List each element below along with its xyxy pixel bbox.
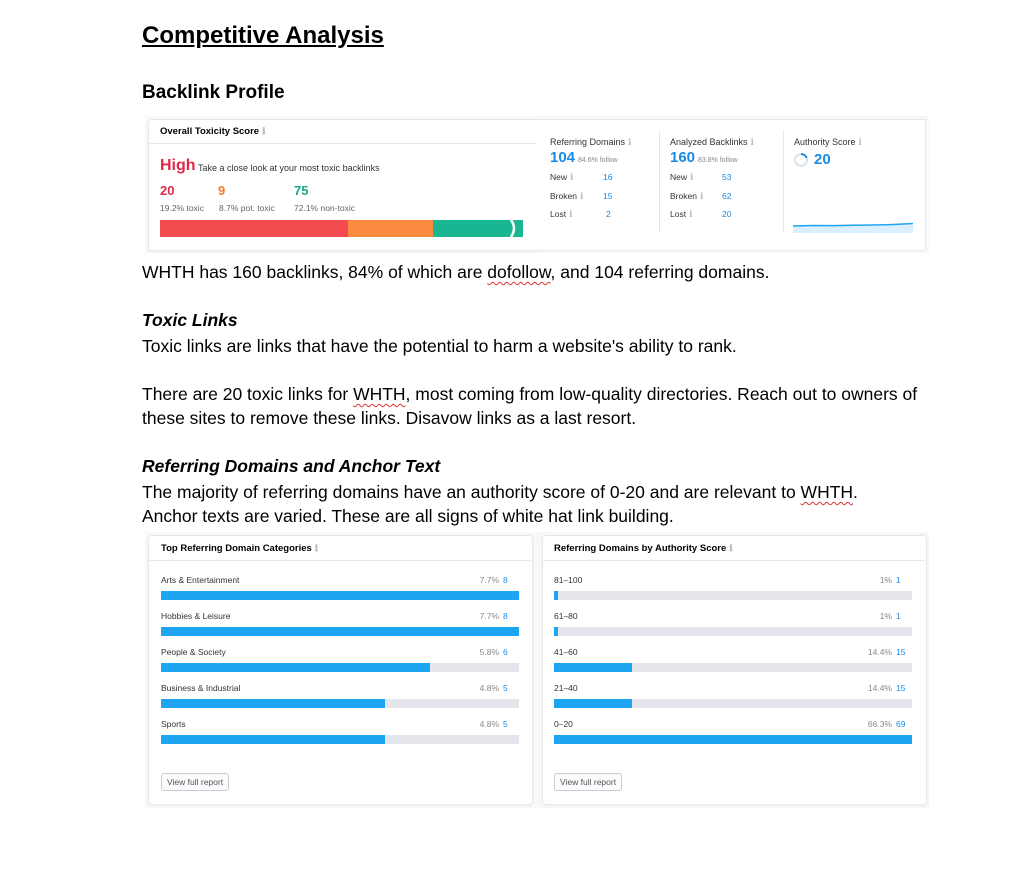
ref-new-label: New ℹ xyxy=(550,172,574,182)
bar-track xyxy=(161,627,519,636)
bar-fill xyxy=(554,591,558,600)
row-count[interactable]: 69 xyxy=(896,719,906,729)
info-icon[interactable]: ℹ xyxy=(858,137,862,147)
row-percent: 5.8% xyxy=(479,647,499,657)
row-label: 81–100 xyxy=(554,575,583,585)
authority-score-title: Authority Score ℹ xyxy=(794,137,862,147)
bar-fill xyxy=(161,699,385,708)
row-percent: 1% xyxy=(879,575,892,585)
ref-lost-label: Lost ℹ xyxy=(550,209,573,219)
ref-lost-value[interactable]: 2 xyxy=(606,209,611,219)
non-toxic-count: 75 xyxy=(294,183,309,198)
row-percent: 4.8% xyxy=(479,683,499,693)
row-count[interactable]: 8 xyxy=(503,611,508,621)
divider xyxy=(148,560,531,561)
authority-ring-icon xyxy=(793,152,809,168)
section-heading-referring-domains: Referring Domains and Anchor Text xyxy=(142,456,441,476)
row-label: Business & Industrial xyxy=(161,683,241,693)
section-heading-toxic-links: Toxic Links xyxy=(142,310,238,330)
row-label: 0–20 xyxy=(554,719,573,729)
pot-toxic-bar-segment xyxy=(348,220,433,237)
ref-broken-label: Broken ℹ xyxy=(550,191,584,201)
bar-track xyxy=(161,699,519,708)
pot-toxic-percent: 8.7% pot. toxic xyxy=(219,203,275,213)
bl-new-value[interactable]: 53 xyxy=(722,172,732,182)
row-count[interactable]: 15 xyxy=(896,647,906,657)
bl-broken-value[interactable]: 62 xyxy=(722,191,732,201)
row-count[interactable]: 5 xyxy=(503,719,508,729)
non-toxic-bar-segment xyxy=(433,220,523,237)
bar-fill xyxy=(161,735,385,744)
toxic-bar-segment xyxy=(160,220,348,237)
bar-fill xyxy=(161,627,519,636)
bar-track xyxy=(161,591,519,600)
referring-domains-value[interactable]: 104 84.6% follow xyxy=(550,149,618,166)
bl-lost-value[interactable]: 20 xyxy=(722,209,732,219)
ref-new-value[interactable]: 16 xyxy=(603,172,613,182)
row-percent: 14.4% xyxy=(867,647,892,657)
ref-broken-value[interactable]: 15 xyxy=(603,191,613,201)
section-heading-backlink-profile: Backlink Profile xyxy=(142,82,285,103)
row-percent: 4.8% xyxy=(479,719,499,729)
pot-toxic-count: 9 xyxy=(218,183,226,198)
row-count[interactable]: 8 xyxy=(503,575,508,585)
bl-broken-label: Broken ℹ xyxy=(670,191,704,201)
bar-fill xyxy=(554,663,632,672)
row-label: Arts & Entertainment xyxy=(161,575,240,585)
bar-fill xyxy=(554,627,558,636)
row-label: 61–80 xyxy=(554,611,578,621)
categories-title: Top Referring Domain Categories ℹ xyxy=(161,543,319,554)
row-label: Sports xyxy=(161,719,186,729)
row-count[interactable]: 1 xyxy=(896,575,901,585)
toxic-count: 20 xyxy=(160,183,175,198)
view-full-report-button[interactable]: View full report xyxy=(161,773,229,791)
divider xyxy=(148,143,537,144)
bl-lost-label: Lost ℹ xyxy=(670,209,693,219)
info-icon[interactable]: ℹ xyxy=(262,126,266,136)
bar-track xyxy=(554,735,912,744)
bar-fill xyxy=(161,591,519,600)
bar-fill xyxy=(161,663,430,672)
bar-track xyxy=(554,627,912,636)
paragraph-toxic-details: There are 20 toxic links for WHTH, most coming from low-quality directories. Reach out to owners of these sites to remove these links. Disavow links as a last resort. xyxy=(142,384,918,428)
bar-track xyxy=(554,663,912,672)
bar-track xyxy=(554,591,912,600)
row-percent: 1% xyxy=(879,611,892,621)
paragraph-backlinks-summary: WHTH has 160 backlinks, 84% of which are dofollow, and 104 referring domains. xyxy=(142,262,770,282)
bar-track xyxy=(554,699,912,708)
info-icon[interactable]: ℹ xyxy=(628,137,632,147)
info-icon[interactable]: ℹ xyxy=(729,543,733,553)
bar-track xyxy=(161,663,519,672)
row-count[interactable]: 5 xyxy=(503,683,508,693)
row-label: People & Society xyxy=(161,647,226,657)
paragraph-referring-domains: The majority of referring domains have an authority score of 0-20 and are relevant to WHTH. Anchor texts are varied. These are all signs of white hat link building. xyxy=(142,482,858,526)
authority-trend-sparkline xyxy=(793,216,913,233)
bar-break-icon xyxy=(433,220,523,237)
info-icon[interactable]: ℹ xyxy=(750,137,754,147)
authority-score-value: 20 xyxy=(814,151,831,168)
page-title: Competitive Analysis xyxy=(142,22,384,49)
row-count[interactable]: 1 xyxy=(896,611,901,621)
row-label: 41–60 xyxy=(554,647,578,657)
toxicity-title: Overall Toxicity Score ℹ xyxy=(160,126,266,137)
non-toxic-percent: 72.1% non-toxic xyxy=(294,203,355,213)
toxic-percent: 19.2% toxic xyxy=(160,203,204,213)
bar-fill xyxy=(554,735,912,744)
row-percent: 14.4% xyxy=(867,683,892,693)
divider xyxy=(783,130,784,233)
analyzed-backlinks-value[interactable]: 160 83.8% follow xyxy=(670,149,738,166)
row-count[interactable]: 6 xyxy=(503,647,508,657)
bar-track xyxy=(161,735,519,744)
row-count[interactable]: 15 xyxy=(896,683,906,693)
row-percent: 66.3% xyxy=(867,719,892,729)
authority-distribution-title: Referring Domains by Authority Score ℹ xyxy=(554,543,733,554)
bl-new-label: New ℹ xyxy=(670,172,694,182)
analyzed-backlinks-title: Analyzed Backlinks ℹ xyxy=(670,137,754,147)
toxicity-level: High xyxy=(160,157,196,174)
info-icon[interactable]: ℹ xyxy=(314,543,319,553)
paragraph-toxic-definition: Toxic links are links that have the potential to harm a website's ability to rank. xyxy=(142,336,737,356)
row-percent: 7.7% xyxy=(479,611,499,621)
divider xyxy=(542,560,925,561)
row-percent: 7.7% xyxy=(479,575,499,585)
view-full-report-button[interactable]: View full report xyxy=(554,773,622,791)
bar-fill xyxy=(554,699,632,708)
row-label: 21–40 xyxy=(554,683,578,693)
row-label: Hobbies & Leisure xyxy=(161,611,231,621)
toxicity-description: Take a close look at your most toxic backlinks xyxy=(198,163,380,173)
referring-domains-title: Referring Domains ℹ xyxy=(550,137,632,147)
divider xyxy=(659,130,660,233)
